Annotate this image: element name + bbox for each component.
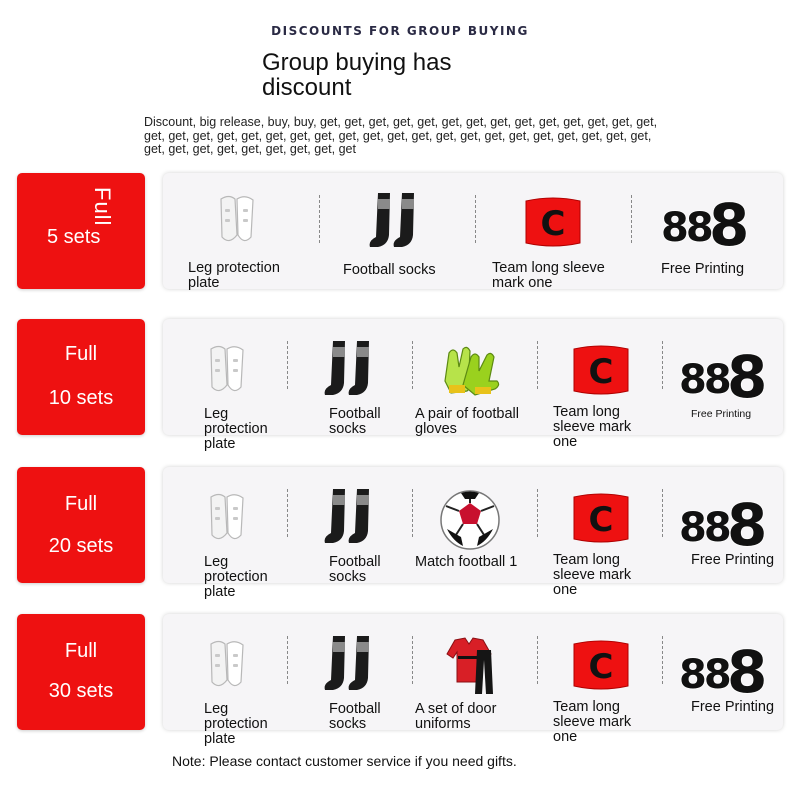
captain-armband-icon	[523, 195, 583, 254]
item-divider	[412, 489, 413, 537]
tier-badge-30-sets	[17, 614, 145, 730]
item-label: Team long sleeve mark one	[553, 404, 632, 450]
tier-panel-10-sets	[163, 319, 783, 452]
svg-text:88: 88	[679, 652, 729, 696]
football-socks-icon	[321, 487, 381, 554]
tier-badge-5-sets	[17, 173, 145, 289]
item-label: Free Printing	[691, 699, 775, 715]
tier-badge-20-sets	[17, 467, 145, 583]
shin-guard-icon	[197, 341, 257, 406]
item-divider	[537, 489, 538, 537]
item-label: Leg protection plate	[204, 554, 268, 600]
svg-text:C: C	[588, 352, 614, 392]
svg-text:88: 88	[679, 357, 729, 401]
item-label: Leg protection plate	[204, 701, 268, 747]
svg-text:C: C	[540, 204, 566, 244]
item-label: Free Printing	[661, 261, 745, 277]
item-label: Football socks	[343, 262, 436, 278]
gift-note: Note: Please contact customer service if you need gifts.	[172, 753, 517, 769]
item-label: Match football 1	[415, 554, 518, 570]
svg-text:88: 88	[661, 205, 711, 249]
item-label: Team long sleeve mark one	[553, 699, 632, 745]
item-label: Team long sleeve mark one	[553, 552, 632, 598]
item-label: Football socks	[329, 406, 381, 437]
goalkeeper-uniform-icon	[439, 636, 503, 701]
item-label: Football socks	[329, 701, 381, 732]
svg-text:88: 88	[679, 505, 729, 549]
tier-line1: Full	[64, 493, 98, 515]
svg-text:8: 8	[727, 343, 768, 401]
item-divider	[537, 636, 538, 684]
tier-line1: Full	[90, 187, 115, 227]
item-divider	[319, 195, 320, 243]
football-icon	[439, 489, 501, 556]
svg-text:C: C	[588, 647, 614, 687]
item-label: Football socks	[329, 554, 381, 585]
item-label: Team long sleeve mark one	[492, 260, 605, 291]
item-divider	[412, 341, 413, 389]
tier-line2: 10 sets	[48, 387, 114, 409]
tier-line2: 30 sets	[48, 680, 114, 702]
item-divider	[537, 341, 538, 389]
svg-text:C: C	[588, 500, 614, 540]
item-label: Free Printing	[691, 408, 752, 420]
svg-text:8: 8	[709, 191, 750, 249]
tier-line2: 20 sets	[48, 535, 114, 557]
svg-text:8: 8	[727, 491, 768, 549]
tier-panel-30-sets	[163, 614, 783, 747]
svg-text:8: 8	[727, 638, 768, 696]
page-title: Group buying has discount	[262, 49, 452, 101]
item-divider	[287, 636, 288, 684]
number-print-icon	[661, 187, 751, 254]
promo-subtext: Discount, big release, buy, buy, get, get, get, get, get, get, get, get, get, get, get, get, get, get, get, get, get, get, get, get, get, get, get, get, get, get, get, get, get, get, get, get, get, get, get, get, get, get, get, get, get, get, get, get	[144, 115, 658, 156]
item-divider	[662, 636, 663, 684]
item-divider	[662, 341, 663, 389]
item-label: A set of door uniforms	[415, 701, 497, 732]
captain-armband-icon	[571, 343, 631, 402]
shin-guard-icon	[207, 191, 267, 256]
item-divider	[412, 636, 413, 684]
captain-armband-icon	[571, 491, 631, 550]
number-print-icon	[679, 487, 769, 554]
item-divider	[662, 489, 663, 537]
tier-badge-10-sets	[17, 319, 145, 435]
item-divider	[287, 341, 288, 389]
item-label: Leg protection plate	[204, 406, 268, 452]
goalkeeper-gloves-icon	[439, 341, 503, 402]
item-divider	[287, 489, 288, 537]
captain-armband-icon	[571, 638, 631, 697]
tier-panel-20-sets	[163, 467, 783, 600]
tier-panel-5-sets	[163, 173, 783, 289]
shin-guard-icon	[197, 636, 257, 701]
football-socks-icon	[321, 339, 381, 406]
tier-line1: Full	[64, 343, 98, 365]
tier-line2: 5 sets	[47, 226, 101, 248]
number-print-icon	[679, 339, 769, 406]
football-socks-icon	[321, 634, 381, 701]
item-label: A pair of football gloves	[415, 406, 519, 437]
item-label: Free Printing	[691, 552, 775, 568]
item-divider	[475, 195, 476, 243]
top-banner-label: DISCOUNTS FOR GROUP BUYING	[271, 24, 529, 38]
tier-line1: Full	[64, 640, 98, 662]
football-socks-icon	[366, 191, 426, 258]
item-label: Leg protection plate	[188, 260, 280, 291]
item-divider	[631, 195, 632, 243]
shin-guard-icon	[197, 489, 257, 554]
number-print-icon	[679, 634, 769, 701]
